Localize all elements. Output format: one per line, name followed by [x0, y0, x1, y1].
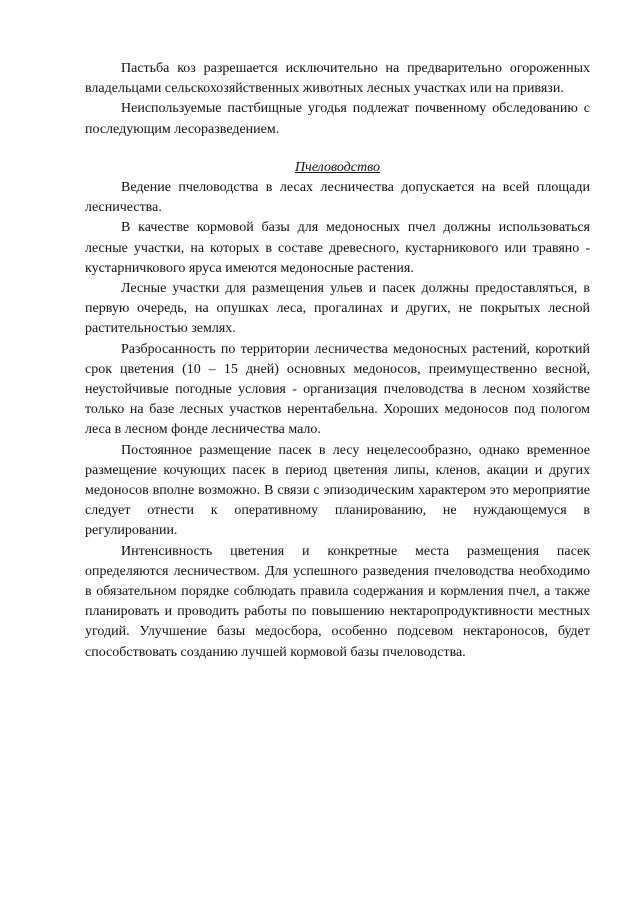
paragraph-goat-grazing: Пастьба коз разрешается исключительно на предварительно огороженных владельцами сельскохозяйственных животных лесных участках или на привязи.: [85, 61, 590, 97]
document-page: [85, 59, 590, 663]
paragraph-beekeeping-allowed: Ведение пчеловодства в лесах лесничества допускается на всей площади лесничества.: [85, 180, 590, 216]
section-title-beekeeping: Пчеловодство: [295, 159, 380, 175]
paragraph-hive-placement: Лесные участки для размещения ульев и пасек должны предоставляться, в первую очередь, на опушках леса, прогалинах и других, не покрытых лесной растительностью землях.: [85, 281, 590, 337]
paragraph-honey-plants-dispersion: Разбросанность по территории лесничества медоносных растений, короткий срок цветения (10 – 15 дней) основных медоносов, преимущественно весной, неустойчивые погодные условия - организация пчеловодства в лесном хозяйстве только на базе лесных участков нерентабельна. Хороших медоносов под пологом леса в лесном фонде лесничества мало.: [85, 341, 590, 438]
paragraph-forage-base: В качестве кормовой базы для медоносных пчел должны использоваться лесные участки, на которых в составе древесного, кустарникового или травяно - кустарничкового яруса имеются медоносные растения.: [85, 220, 590, 276]
paragraph-unused-pastures: Неиспользуемые пастбищные угодья подлежат почвенному обследованию с последующим лесоразведением.: [85, 101, 590, 137]
paragraph-flowering-intensity: Интенсивность цветения и конкретные места размещения пасек определяются лесничеством. Для успешного разведения пчеловодства необходимо в обязательном порядке соблюдать правила содержания и кормления пчел, а также планировать и проводить работы по повышению нектаропродуктивности местных угодий. Улучшение базы медосбора, особенно подсевом нектароносов, будет способствовать созданию лучшей кормовой базы пчеловодства.: [85, 543, 590, 660]
paragraph-apiary-placement: Постоянное размещение пасек в лесу нецелесообразно, однако временное размещение кочующих пасек в период цветения липы, кленов, акации и других медоносов вполне возможно. В связи с эпизодическим характером это мероприятие следует отнести к оперативному планированию, не нуждающемуся в регулировании.: [85, 442, 590, 539]
